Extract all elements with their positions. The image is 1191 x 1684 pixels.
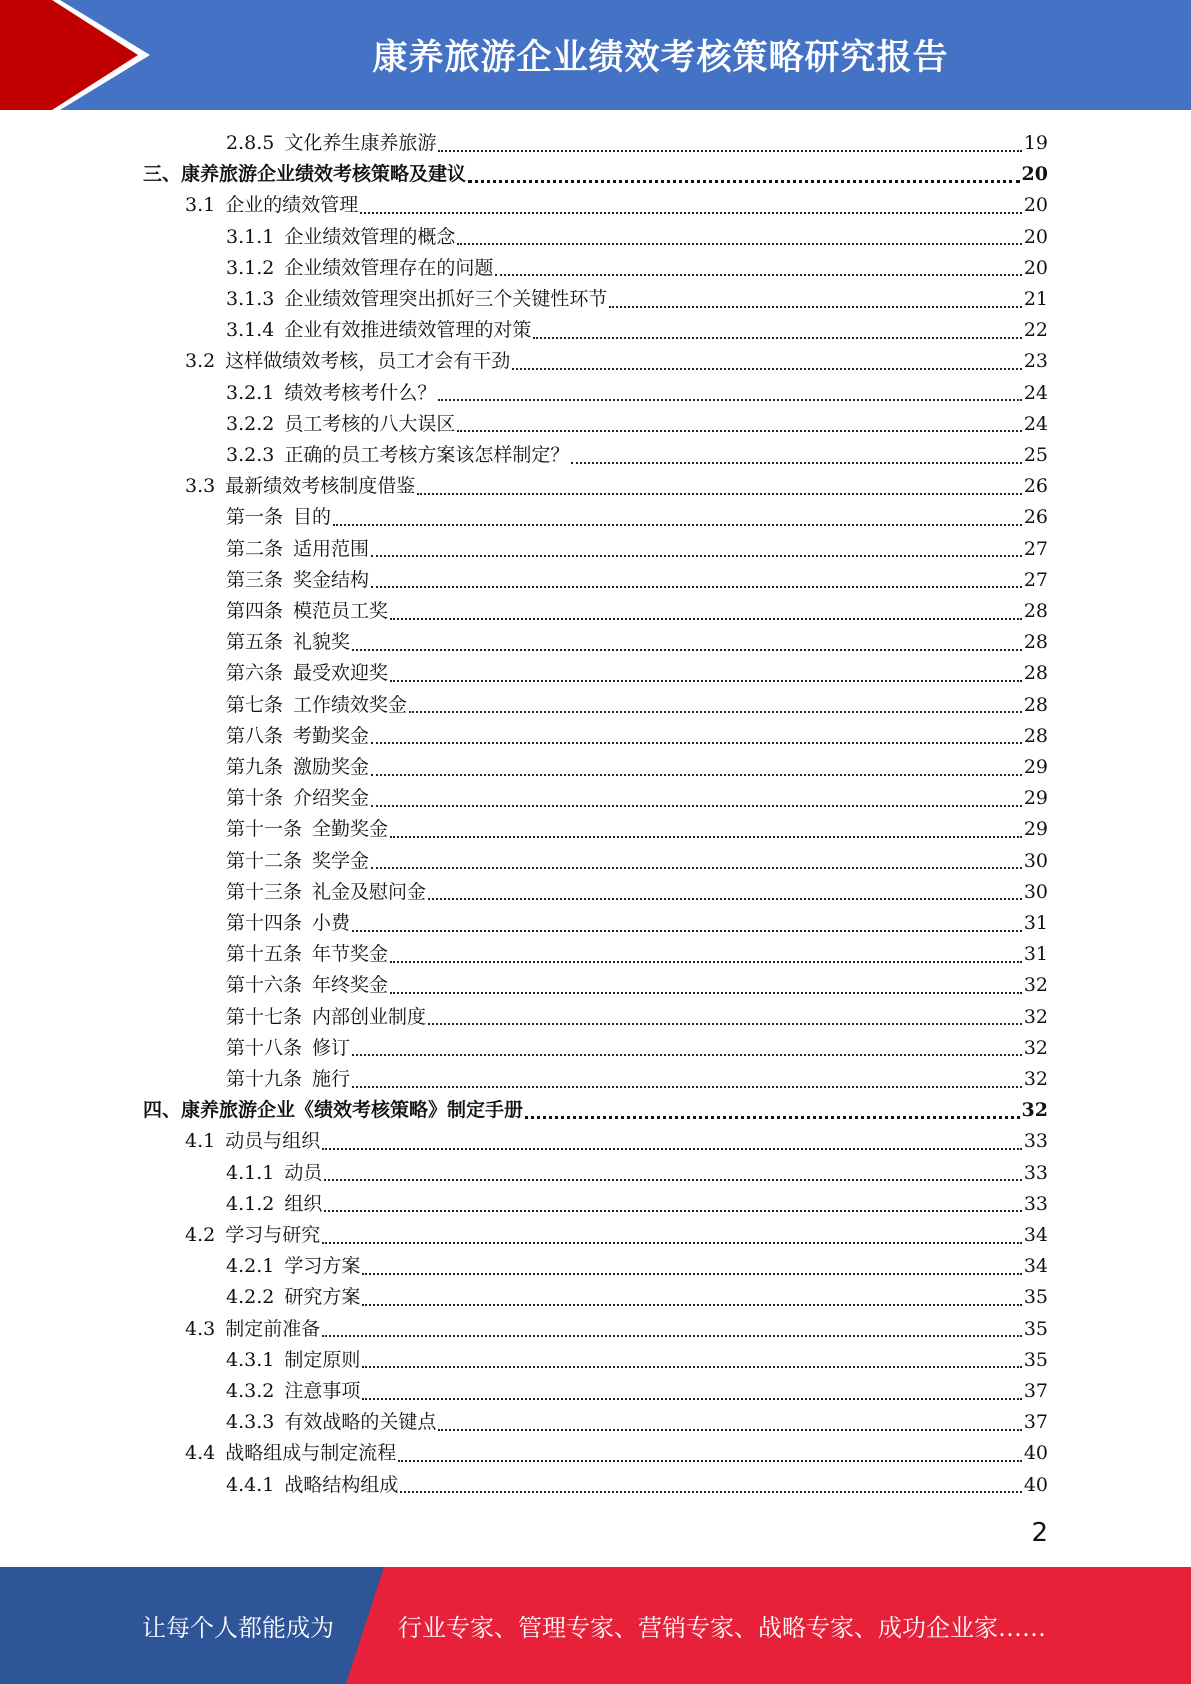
toc-entry-title: 企业有效推进绩效管理的对策 <box>284 319 532 342</box>
toc-entry-title: 年终奖金 <box>312 974 389 997</box>
toc-entry-page: 32 <box>1023 1005 1048 1028</box>
toc-entry[interactable] <box>226 1251 1048 1282</box>
toc-entry-number: 四、 <box>143 1099 182 1122</box>
toc-entry[interactable] <box>226 939 1048 970</box>
toc-entry-number: 第十六条 <box>226 974 303 997</box>
toc-entry-page: 27 <box>1023 568 1048 591</box>
toc-entry-title: 全勤奖金 <box>312 818 389 841</box>
toc-dot-leader <box>360 212 1022 214</box>
toc-entry[interactable] <box>226 1407 1048 1438</box>
page-number: 2 <box>1031 1518 1048 1548</box>
toc-entry[interactable] <box>226 1470 1048 1501</box>
toc-entry-page: 27 <box>1023 537 1048 560</box>
toc-entry-title: 施行 <box>312 1068 351 1090</box>
toc-dot-leader <box>333 524 1022 526</box>
toc-dot-leader <box>322 1242 1022 1244</box>
toc-entry-page: 32 <box>1021 1099 1048 1122</box>
toc-entry[interactable] <box>143 159 1048 190</box>
toc-entry-page: 19 <box>1023 132 1048 154</box>
toc-entry-number: 第九条 <box>226 756 284 778</box>
toc-entry[interactable] <box>185 471 1048 502</box>
toc-entry-number: 2.8.5 <box>226 132 275 154</box>
toc-dot-leader <box>371 867 1022 869</box>
toc-entry-title: 礼金及慰问金 <box>312 880 427 903</box>
toc-dot-leader <box>609 306 1021 308</box>
toc-entry[interactable] <box>185 190 1048 221</box>
toc-entry[interactable] <box>226 1033 1048 1064</box>
toc-entry-page: 33 <box>1023 1192 1048 1215</box>
toc-entry[interactable] <box>185 1126 1048 1157</box>
toc-entry-number: 3.2.2 <box>226 412 275 435</box>
toc-entry-number: 4.3.1 <box>226 1348 275 1371</box>
toc-entry-page: 29 <box>1023 818 1048 841</box>
toc-entry-page: 23 <box>1023 350 1048 373</box>
toc-dot-leader <box>512 368 1022 370</box>
toc-dot-leader <box>322 1148 1022 1150</box>
toc-entry-page: 24 <box>1023 412 1048 435</box>
toc-entry-page: 35 <box>1023 1286 1048 1309</box>
toc-entry[interactable] <box>226 1345 1048 1376</box>
toc-entry-number: 第十三条 <box>226 880 303 903</box>
toc-entry[interactable] <box>226 222 1048 253</box>
toc-dot-leader <box>352 930 1022 932</box>
toc-entry[interactable] <box>226 1282 1048 1313</box>
footer-slogan-left: 让每个人都能成为 <box>142 1614 334 1642</box>
toc-dot-leader <box>324 1210 1021 1212</box>
toc-entry[interactable] <box>226 783 1048 814</box>
toc-dot-leader <box>324 1179 1021 1181</box>
toc-entry-number: 3.3 <box>185 475 216 498</box>
toc-entry-title: 奖金结构 <box>293 568 370 591</box>
toc-entry-number: 第一条 <box>226 506 284 529</box>
toc-dot-leader <box>322 1335 1022 1337</box>
toc-entry-page: 20 <box>1021 163 1048 186</box>
toc-dot-leader <box>495 274 1021 276</box>
toc-entry-page: 30 <box>1023 849 1048 872</box>
toc-dot-leader <box>438 399 1021 401</box>
toc-entry-title: 制定原则 <box>284 1348 361 1371</box>
toc-entry[interactable] <box>226 908 1048 939</box>
toc-entry-page: 20 <box>1023 256 1048 279</box>
toc-entry[interactable] <box>226 1064 1048 1095</box>
toc-entry-page: 31 <box>1023 912 1048 934</box>
toc-dot-leader <box>571 462 1021 464</box>
toc-entry-title: 修订 <box>312 1036 351 1059</box>
toc-entry-title: 目的 <box>293 506 332 529</box>
toc-entry-number: 4.1.1 <box>226 1161 275 1184</box>
toc-dot-leader <box>390 618 1022 620</box>
toc-entry[interactable] <box>226 440 1048 471</box>
toc-entry-number: 3.2.3 <box>226 444 275 466</box>
toc-entry[interactable] <box>226 1002 1048 1033</box>
toc-entry-number: 第十条 <box>226 787 284 810</box>
toc-entry-title: 企业绩效管理突出抓好三个关键性环节 <box>284 288 608 310</box>
toc-entry[interactable] <box>226 1158 1048 1189</box>
toc-entry-page: 37 <box>1023 1380 1048 1402</box>
toc-entry-number: 4.2 <box>185 1224 216 1246</box>
toc-entry[interactable] <box>226 1376 1048 1407</box>
toc-entry-title: 文化养生康养旅游 <box>284 132 437 154</box>
toc-dot-leader <box>428 1023 1022 1025</box>
toc-entry-number: 3.1.2 <box>226 256 275 279</box>
toc-entry[interactable] <box>226 752 1048 783</box>
toc-entry-page: 33 <box>1023 1130 1048 1153</box>
toc-entry-number: 4.2.2 <box>226 1286 275 1309</box>
toc-dot-leader <box>390 992 1022 994</box>
toc-entry-page: 24 <box>1023 381 1048 404</box>
toc-entry-number: 第二条 <box>226 537 284 560</box>
toc-entry-title: 模范员工奖 <box>293 600 389 622</box>
toc-entry-number: 第十四条 <box>226 912 303 934</box>
toc-dot-leader <box>398 1460 1022 1462</box>
footer-slogan-right: 行业专家、管理专家、营销专家、战略专家、成功企业家…… <box>398 1614 1046 1642</box>
toc-dot-leader <box>371 555 1022 557</box>
toc-entry-title: 动员 <box>284 1161 323 1184</box>
toc-entry[interactable] <box>226 846 1048 877</box>
toc-entry-number: 3.1.1 <box>226 225 275 248</box>
document-title: 康养旅游企业绩效考核策略研究报告 <box>372 38 949 78</box>
toc-dot-leader <box>409 711 1022 713</box>
toc-entry-title: 礼貌奖 <box>293 631 351 654</box>
toc-entry-title: 有效战略的关键点 <box>284 1411 437 1434</box>
toc-entry-page: 32 <box>1023 974 1048 997</box>
toc-entry-number: 4.4 <box>185 1442 216 1465</box>
toc-entry-title: 员工考核的八大误区 <box>284 412 456 435</box>
toc-entry-title: 绩效考核考什么？ <box>284 381 437 404</box>
toc-dot-leader <box>468 180 1020 183</box>
toc-dot-leader <box>438 1429 1021 1431</box>
toc-dot-leader <box>533 337 1021 339</box>
toc-dot-leader <box>525 1116 1020 1119</box>
toc-entry[interactable] <box>226 970 1048 1001</box>
toc-entry[interactable] <box>185 1220 1048 1251</box>
toc-entry[interactable] <box>226 502 1048 533</box>
header-bar <box>0 0 1191 110</box>
toc-entry[interactable] <box>226 128 1048 159</box>
toc-entry-page: 33 <box>1023 1161 1048 1184</box>
toc-entry-page: 35 <box>1023 1317 1048 1340</box>
toc-entry-number: 4.4.1 <box>226 1473 275 1496</box>
toc-entry-title: 正确的员工考核方案该怎样制定？ <box>284 444 570 466</box>
toc-entry-page: 22 <box>1023 319 1048 342</box>
toc-entry-page: 35 <box>1023 1348 1048 1371</box>
toc-entry-number: 第十七条 <box>226 1005 303 1028</box>
toc-entry-number: 三、 <box>143 163 182 186</box>
toc-entry[interactable] <box>226 409 1048 440</box>
toc-entry-title: 制定前准备 <box>225 1317 321 1340</box>
toc-dot-leader <box>390 961 1022 963</box>
toc-entry-page: 26 <box>1023 475 1048 498</box>
toc-dot-leader <box>371 742 1022 744</box>
toc-entry-number: 4.3.2 <box>226 1380 275 1402</box>
toc-entry[interactable] <box>226 284 1048 315</box>
toc-entry-title: 这样做绩效考核，员工才会有干劲 <box>225 350 511 373</box>
toc-dot-leader <box>457 243 1021 245</box>
toc-entry-number: 第七条 <box>226 693 284 716</box>
toc-entry-page: 28 <box>1023 693 1048 716</box>
toc-entry[interactable] <box>226 814 1048 845</box>
toc-dot-leader <box>371 805 1022 807</box>
toc-entry-page: 31 <box>1023 943 1048 966</box>
toc-entry[interactable] <box>226 1189 1048 1220</box>
toc-dot-leader <box>457 430 1021 432</box>
toc-dot-leader <box>352 1054 1022 1056</box>
toc-entry-number: 第八条 <box>226 724 284 747</box>
toc-entry-number: 4.1 <box>185 1130 216 1153</box>
toc-entry-title: 企业绩效管理存在的问题 <box>284 256 494 279</box>
toc-dot-leader <box>352 649 1022 651</box>
toc-entry-title: 注意事项 <box>284 1380 361 1402</box>
toc-entry-page: 29 <box>1023 756 1048 778</box>
toc-entry-page: 30 <box>1023 880 1048 903</box>
toc-entry-page: 21 <box>1023 288 1048 310</box>
toc-entry-title: 内部创业制度 <box>312 1005 427 1028</box>
toc-entry-title: 康养旅游企业绩效考核策略及建议 <box>181 163 467 186</box>
toc-dot-leader <box>352 1086 1022 1088</box>
toc-dot-leader <box>371 586 1022 588</box>
toc-entry-page: 34 <box>1023 1224 1048 1246</box>
toc-entry-title: 战略结构组成 <box>284 1473 399 1496</box>
toc-entry-title: 企业的绩效管理 <box>225 194 359 217</box>
toc-entry-number: 3.2 <box>185 350 216 373</box>
toc-dot-leader <box>390 836 1022 838</box>
toc-entry-number: 第三条 <box>226 568 284 591</box>
toc-entry-title: 最新绩效考核制度借鉴 <box>225 475 416 498</box>
toc-entry-number: 第十二条 <box>226 849 303 872</box>
toc-entry-page: 28 <box>1023 662 1048 685</box>
toc-entry-title: 小费 <box>312 912 351 934</box>
toc-dot-leader <box>428 898 1022 900</box>
header-chevron-icon <box>0 0 160 110</box>
toc-dot-leader <box>438 150 1021 152</box>
toc-entry-title: 激励奖金 <box>293 756 370 778</box>
toc-entry-title: 介绍奖金 <box>293 787 370 810</box>
toc-entry-number: 3.1.3 <box>226 288 275 310</box>
toc-entry-page: 40 <box>1023 1473 1048 1496</box>
toc-entry-number: 4.1.2 <box>226 1192 275 1215</box>
toc-entry[interactable] <box>226 627 1048 658</box>
footer-banner <box>0 1567 1191 1684</box>
toc-entry-number: 第十八条 <box>226 1036 303 1059</box>
toc-entry-page: 26 <box>1023 506 1048 529</box>
toc-entry-page: 20 <box>1023 194 1048 217</box>
toc-entry-page: 28 <box>1023 631 1048 654</box>
toc-entry-page: 28 <box>1023 724 1048 747</box>
toc-entry-title: 考勤奖金 <box>293 724 370 747</box>
toc-entry-title: 研究方案 <box>284 1286 361 1309</box>
toc-entry-page: 37 <box>1023 1411 1048 1434</box>
toc-entry[interactable] <box>226 534 1048 565</box>
toc-entry-number: 第六条 <box>226 662 284 685</box>
toc-entry-title: 学习方案 <box>284 1255 361 1278</box>
toc-entry-number: 3.2.1 <box>226 381 275 404</box>
toc-dot-leader <box>362 1366 1021 1368</box>
toc-entry[interactable] <box>185 1438 1048 1469</box>
toc-entry-number: 4.2.1 <box>226 1255 275 1278</box>
toc-entry-number: 第四条 <box>226 600 284 622</box>
toc-dot-leader <box>417 493 1022 495</box>
toc-entry[interactable] <box>226 596 1048 627</box>
toc-entry[interactable] <box>226 253 1048 284</box>
toc-entry-number: 3.1 <box>185 194 216 217</box>
toc-entry-page: 25 <box>1023 444 1048 466</box>
toc-entry-title: 战略组成与制定流程 <box>225 1442 397 1465</box>
toc-entry-title: 企业绩效管理的概念 <box>284 225 456 248</box>
toc-entry-page: 34 <box>1023 1255 1048 1278</box>
toc-dot-leader <box>362 1273 1021 1275</box>
toc-dot-leader <box>362 1398 1021 1400</box>
toc-entry-number: 第十一条 <box>226 818 303 841</box>
toc-entry-title: 最受欢迎奖 <box>293 662 389 685</box>
toc-entry-page: 20 <box>1023 225 1048 248</box>
toc-entry[interactable] <box>143 1095 1048 1126</box>
toc-entry-number: 3.1.4 <box>226 319 275 342</box>
toc-entry-number: 4.3 <box>185 1317 216 1340</box>
toc-entry[interactable] <box>226 565 1048 596</box>
toc-entry[interactable] <box>185 346 1048 377</box>
toc-entry[interactable] <box>226 315 1048 346</box>
toc-entry-page: 28 <box>1023 600 1048 622</box>
toc-entry[interactable] <box>226 658 1048 689</box>
toc-entry-page: 32 <box>1023 1068 1048 1090</box>
toc-entry-page: 29 <box>1023 787 1048 810</box>
toc-dot-leader <box>400 1491 1021 1493</box>
toc-entry[interactable] <box>226 378 1048 409</box>
toc-dot-leader <box>362 1304 1021 1306</box>
toc-entry-number: 第十九条 <box>226 1068 303 1090</box>
toc-entry[interactable] <box>226 690 1048 721</box>
toc-entry-page: 32 <box>1023 1036 1048 1059</box>
toc-entry[interactable] <box>226 877 1048 908</box>
toc-entry[interactable] <box>226 721 1048 752</box>
toc-entry[interactable] <box>185 1314 1048 1345</box>
toc-entry-number: 第五条 <box>226 631 284 654</box>
toc-entry-title: 适用范围 <box>293 537 370 560</box>
toc-entry-title: 工作绩效奖金 <box>293 693 408 716</box>
toc-entry-page: 40 <box>1023 1442 1048 1465</box>
toc-entry-title: 年节奖金 <box>312 943 389 966</box>
toc-dot-leader <box>390 680 1022 682</box>
toc-entry-title: 学习与研究 <box>225 1224 321 1246</box>
toc-entry-number: 4.3.3 <box>226 1411 275 1434</box>
toc-entry-number: 第十五条 <box>226 943 303 966</box>
toc-entry-title: 组织 <box>284 1192 323 1215</box>
toc-entry-title: 奖学金 <box>312 849 370 872</box>
toc-dot-leader <box>371 774 1022 776</box>
toc-entry-title: 动员与组织 <box>225 1130 321 1153</box>
toc-entry-title: 康养旅游企业《绩效考核策略》制定手册 <box>181 1099 524 1122</box>
